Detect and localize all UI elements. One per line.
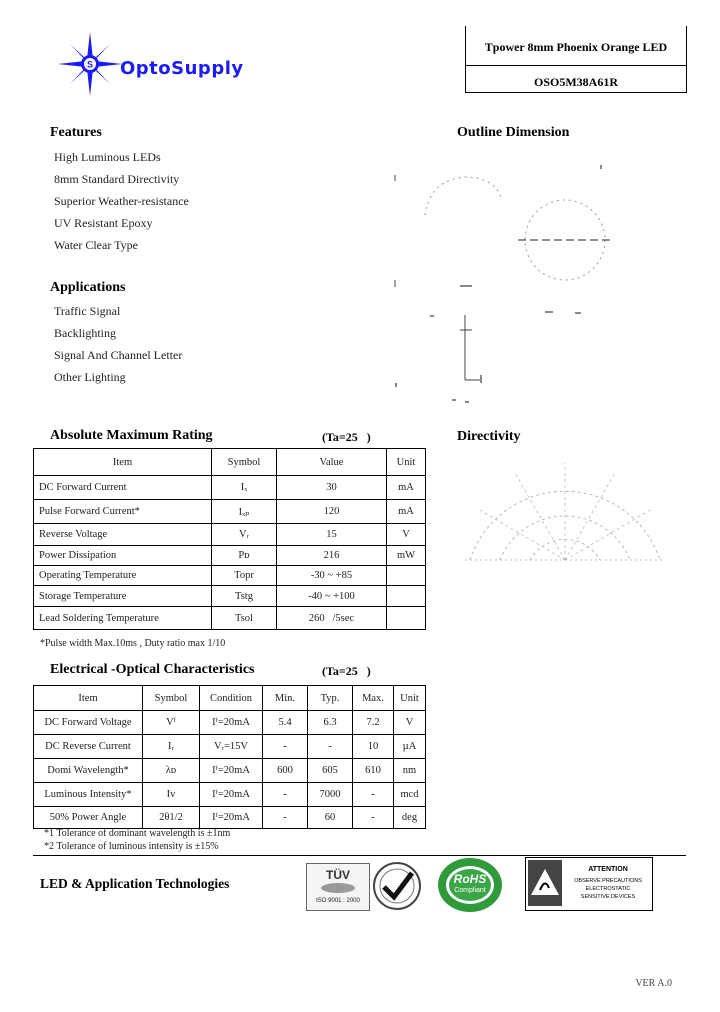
column-header: Value bbox=[277, 449, 387, 476]
attention-line-3: SENSITIVE DEVICES bbox=[580, 894, 636, 900]
brand-name: OptoSupply bbox=[120, 58, 244, 79]
esd-attention-label bbox=[525, 857, 653, 911]
table-row: Storage Temperature Tstg -40 ~ +100 bbox=[34, 586, 426, 607]
table-row: Luminous Intensity* Iv Iᶠ=20mA - 7000 - mcd bbox=[34, 783, 426, 807]
column-header: Condition bbox=[200, 686, 263, 711]
features-title: Features bbox=[50, 125, 102, 140]
starburst-logo-icon bbox=[58, 32, 122, 96]
svg-text:S: S bbox=[86, 59, 94, 70]
column-header: Typ. bbox=[308, 686, 353, 711]
list-item: 8mm Standard Directivity bbox=[54, 172, 180, 186]
eo-note-1: *1 Tolerance of dominant wavelength is ±1nm bbox=[44, 828, 231, 839]
column-header: Symbol bbox=[212, 449, 277, 476]
abs-max-condition: (Ta=25 ) bbox=[322, 430, 371, 444]
attention-title: ATTENTION bbox=[588, 866, 628, 873]
column-header: Item bbox=[34, 686, 143, 711]
list-item: Other Lighting bbox=[54, 370, 126, 384]
applications-list bbox=[54, 304, 182, 392]
column-header: Min. bbox=[263, 686, 308, 711]
table-row: Power Dissipation Pᴅ 216 mW bbox=[34, 546, 426, 566]
product-title: Tpower 8mm Phoenix Orange LED bbox=[484, 40, 668, 54]
title-block bbox=[465, 26, 687, 93]
list-item: UV Resistant Epoxy bbox=[54, 216, 153, 230]
column-header: Symbol bbox=[143, 686, 200, 711]
column-header: Unit bbox=[394, 686, 426, 711]
features-list bbox=[54, 150, 189, 260]
rohs-text: RoHS bbox=[453, 872, 487, 886]
abs-max-table bbox=[33, 448, 426, 630]
version-label: VER A.0 bbox=[635, 978, 672, 989]
applications-title: Applications bbox=[50, 280, 126, 295]
table-row: Reverse Voltage Vᵣ 15 V bbox=[34, 524, 426, 546]
list-item: Water Clear Type bbox=[54, 238, 138, 252]
abs-max-title: Absolute Maximum Rating bbox=[50, 428, 213, 443]
table-row: DC Reverse Current Iᵣ Vᵣ=15V - - 10 µA bbox=[34, 735, 426, 759]
part-number: OSO5M38A61R bbox=[534, 75, 618, 89]
checkmark-seal-icon bbox=[370, 861, 424, 911]
table-row: Lead Soldering Temperature Tsol 260 /5sec bbox=[34, 607, 426, 630]
directivity-chart bbox=[455, 455, 675, 575]
logo bbox=[58, 36, 273, 96]
eo-condition: (Ta=25 ) bbox=[322, 664, 371, 678]
column-header: Unit bbox=[387, 449, 426, 476]
list-item: Superior Weather-resistance bbox=[54, 194, 189, 208]
eo-note-2: *2 Tolerance of luminous intensity is ±15% bbox=[44, 841, 219, 852]
rohs-badge bbox=[436, 857, 504, 913]
iso-text: ISO 9001 : 2000 bbox=[316, 898, 360, 904]
eo-title: Electrical -Optical Characteristics bbox=[50, 662, 255, 677]
list-item: Signal And Channel Letter bbox=[54, 348, 183, 362]
table-row: DC Forward Current Iₓ 30 mA bbox=[34, 476, 426, 500]
column-header: Max. bbox=[353, 686, 394, 711]
tuv-text: TÜV bbox=[326, 868, 350, 882]
list-item: Traffic Signal bbox=[54, 304, 121, 318]
list-item: Backlighting bbox=[54, 326, 116, 340]
abs-max-note: *Pulse width Max.10ms , Duty ratio max 1/10 bbox=[40, 638, 226, 649]
list-item: High Luminous LEDs bbox=[54, 150, 161, 164]
eo-table bbox=[33, 685, 426, 829]
esd-warning-icon bbox=[530, 868, 560, 896]
rohs-sub-text: Compliant bbox=[454, 887, 486, 894]
checkmark-badge bbox=[370, 861, 424, 911]
company-name: LED & Application Technologies bbox=[40, 876, 230, 891]
table-row: DC Forward Voltage Vᶠ Iᶠ=20mA 5.4 6.3 7.2 V bbox=[34, 711, 426, 735]
column-header: Item bbox=[34, 449, 212, 476]
table-row: Domi Wavelength* λᴅ Iᶠ=20mA 600 605 610 nm bbox=[34, 759, 426, 783]
tuv-iso-badge bbox=[306, 863, 370, 911]
table-row: Operating Temperature Topr -30 ~ +85 bbox=[34, 566, 426, 586]
outline-title: Outline Dimension bbox=[457, 125, 570, 140]
outline-drawing bbox=[390, 155, 630, 410]
attention-line-1: OBSERVE PRECAUTIONS bbox=[574, 878, 642, 884]
attention-line-2: ELECTROSTATIC bbox=[585, 886, 631, 892]
directivity-title: Directivity bbox=[457, 429, 521, 444]
footer-divider bbox=[33, 855, 686, 856]
table-row: 50% Power Angle 2θ1/2 Iᶠ=20mA - 60 - deg bbox=[34, 807, 426, 829]
table-row: Pulse Forward Current* Iₓₚ 120 mA bbox=[34, 500, 426, 524]
